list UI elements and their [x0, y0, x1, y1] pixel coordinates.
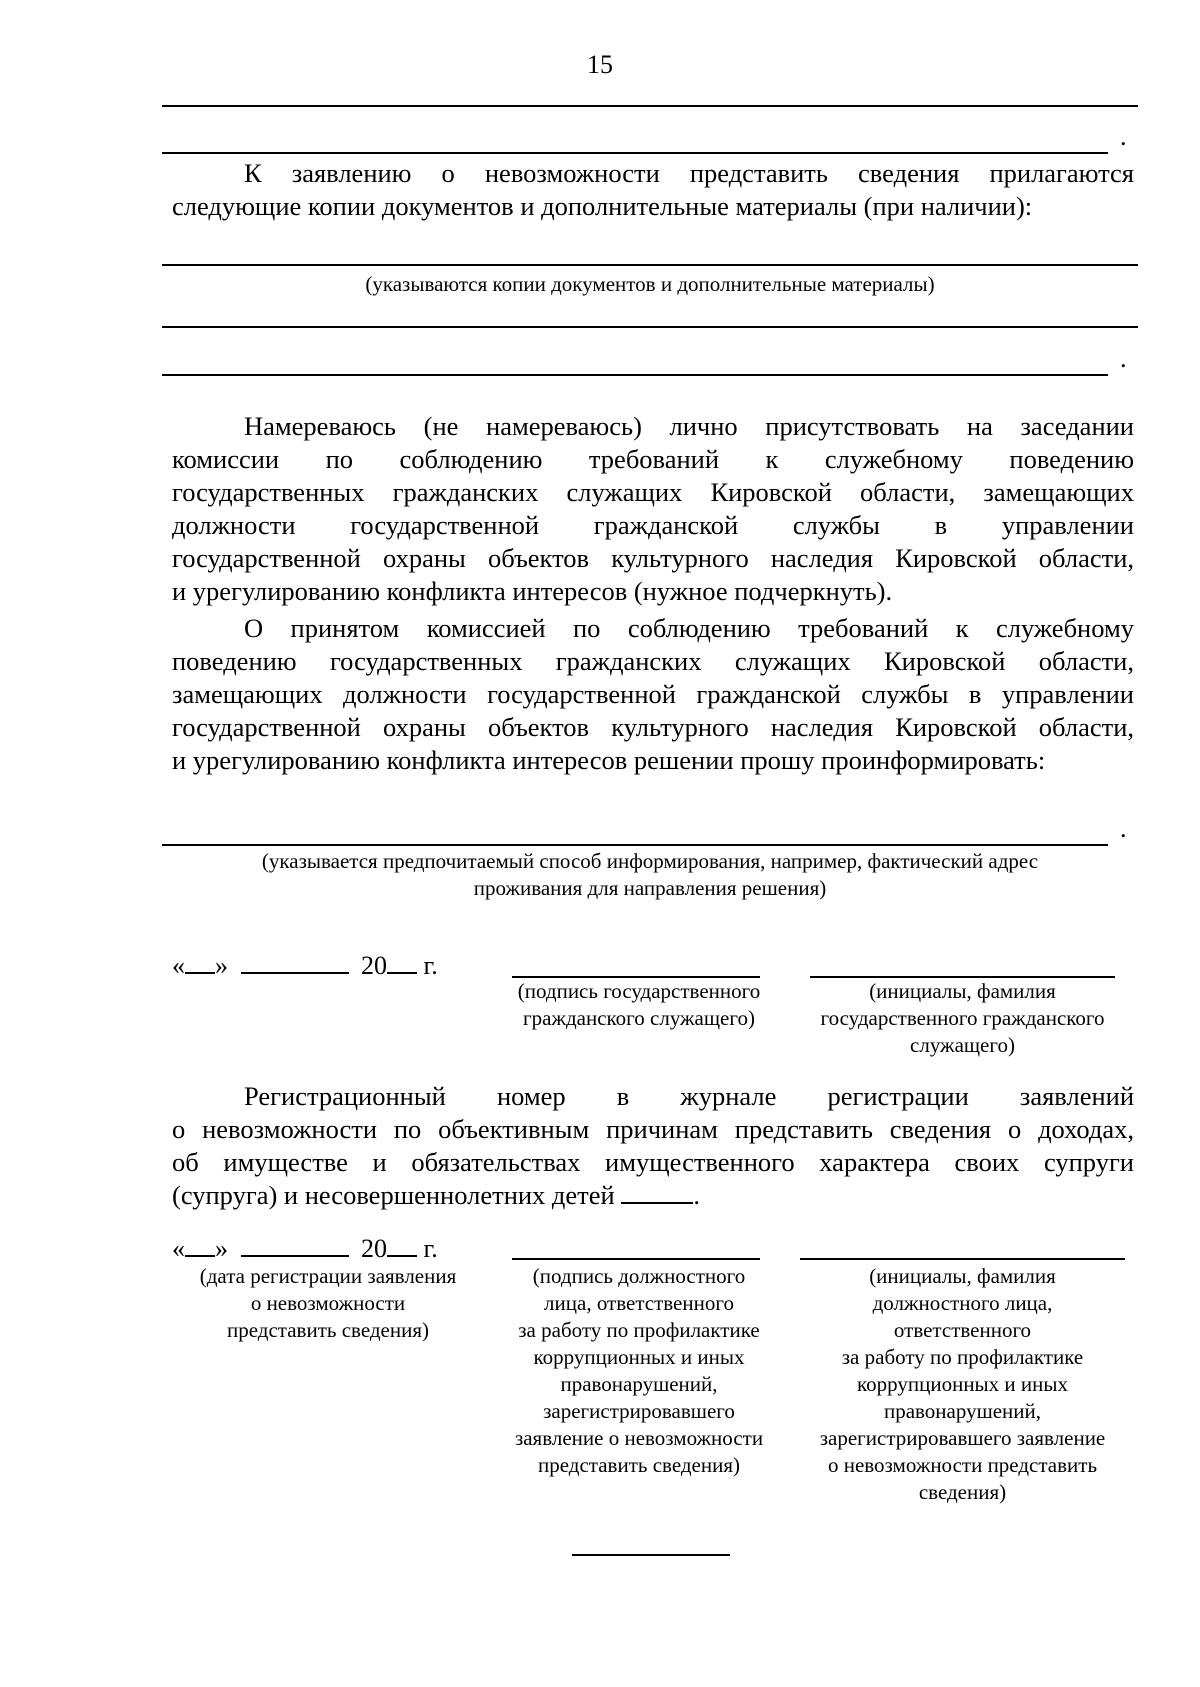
date-caption-2-line-1: (дата регистрации заявления	[199, 1264, 457, 1288]
intro-line-1: К заявлению о невозможности представить сведения прилагаются	[244, 158, 1134, 188]
open-quote-1: «	[172, 951, 185, 980]
official-signature-caption-line-7: заявление о невозможности	[514, 1426, 764, 1450]
registration-line-4-text: (супруга) и несовершеннолетних детей	[172, 1180, 615, 1210]
year-suffix-2: г.	[423, 1234, 438, 1263]
attachments-fill-line-3	[162, 374, 1108, 376]
inform-line-4: государственной охраны объектов культурного наследия Кировской области,	[172, 712, 1134, 742]
year-prefix-1: 20	[361, 951, 387, 980]
registration-line-3: об имуществе и обязательствах имущественного характера своих супруги	[172, 1147, 1134, 1177]
date-caption-2-line-3: представить сведения)	[227, 1318, 429, 1342]
date-line-1	[172, 950, 438, 981]
date-caption-2	[168, 1263, 488, 1344]
close-quote-2: »	[215, 1234, 228, 1263]
official-signature-caption-line-8: представить сведения)	[538, 1453, 740, 1477]
attachments-fill-line	[162, 264, 1138, 266]
inform-line-5: и урегулированию конфликта интересов решении прошу проинформировать:	[172, 745, 1046, 775]
intent-line-2: комиссии по соблюдению требований к служебному поведению	[172, 444, 1134, 474]
official-name-caption	[790, 1263, 1135, 1506]
day-blank-2	[185, 1233, 215, 1257]
official-name-caption-line-5: коррупционных и иных	[857, 1372, 1068, 1396]
registration-line-1: Регистрационный номер в журнале регистрации заявлений	[244, 1081, 1134, 1111]
registration-line-2: о невозможности по объективным причинам представить сведения о доходах,	[172, 1114, 1134, 1144]
official-name-caption-line-4: за работу по профилактике	[841, 1345, 1084, 1369]
line-end-dot-2: .	[1120, 344, 1127, 373]
inform-paragraph	[172, 612, 1134, 777]
official-name-caption-line-2: должностного лица,	[872, 1291, 1053, 1315]
date-line-2	[172, 1233, 438, 1264]
day-blank-1	[185, 950, 215, 974]
inform-line-1: О принятом комиссией по соблюдению требований к служебному	[244, 613, 1134, 643]
signature-caption-1	[484, 978, 794, 1032]
closing-rule	[572, 1554, 730, 1556]
official-name-caption-line-9: сведения)	[918, 1480, 1007, 1504]
name-caption-1	[790, 978, 1135, 1059]
inform-caption	[162, 848, 1138, 902]
line-end-dot-1: .	[1120, 122, 1127, 151]
name-caption-1-line-1: (инициалы, фамилия	[869, 979, 1056, 1003]
intro-paragraph	[172, 157, 1134, 223]
registration-number-blank	[621, 1180, 693, 1204]
intent-line-6: и урегулированию конфликта интересов (нужное подчеркнуть).	[172, 576, 893, 606]
official-name-caption-line-3: ответственного	[893, 1318, 1032, 1342]
inform-line-3: замещающих должности государственной гражданской службы в управлении	[172, 679, 1134, 709]
official-name-caption-line-1: (инициалы, фамилия	[869, 1264, 1056, 1288]
year-blank-1	[387, 950, 417, 974]
signature-caption-1-line-1: (подпись государственного	[517, 979, 761, 1003]
fill-line-top-2	[162, 152, 1108, 154]
official-signature-caption-line-1: (подпись должностного	[532, 1264, 746, 1288]
registration-line-4-end: .	[693, 1180, 700, 1210]
official-signature-caption-line-5: правонарушений,	[560, 1372, 718, 1396]
year-suffix-1: г.	[423, 951, 438, 980]
fill-line-top-1	[162, 105, 1138, 107]
date-caption-2-line-2: о невозможности	[250, 1291, 406, 1315]
official-signature-caption-line-2: лица, ответственного	[544, 1291, 734, 1315]
close-quote-1: »	[215, 951, 228, 980]
inform-fill-line	[162, 844, 1108, 846]
name-line-2	[800, 1258, 1125, 1260]
official-name-caption-line-8: о невозможности представить	[827, 1453, 1098, 1477]
registration-paragraph	[172, 1080, 1134, 1212]
intro-line-2: следующие копии документов и дополнительные материалы (при наличии):	[172, 191, 1033, 221]
registration-line-4	[172, 1179, 1134, 1212]
attachments-caption: (указываются копии документов и дополнительные материалы)	[365, 272, 935, 296]
intent-paragraph	[172, 410, 1134, 608]
official-name-caption-line-6: правонарушений,	[883, 1399, 1042, 1423]
official-signature-caption	[484, 1263, 794, 1479]
open-quote-2: «	[172, 1234, 185, 1263]
official-signature-caption-line-4: коррупционных и иных	[533, 1345, 745, 1369]
intent-line-5: государственной охраны объектов культурного наследия Кировской области,	[172, 543, 1134, 573]
name-caption-1-line-3: служащего)	[910, 1033, 1015, 1057]
official-name-caption-line-7: зарегистрировавшего заявление	[819, 1426, 1106, 1450]
inform-caption-line-2: проживания для направления решения)	[473, 876, 827, 900]
official-signature-caption-line-3: за работу по профилактике	[518, 1318, 760, 1342]
official-signature-caption-line-6: зарегистрировавшего	[543, 1399, 735, 1423]
month-blank-1	[241, 950, 349, 974]
year-prefix-2: 20	[361, 1234, 387, 1263]
inform-caption-line-1: (указывается предпочитаемый способ информирования, например, фактический адрес	[261, 849, 1039, 873]
line-end-dot-3: .	[1120, 814, 1127, 843]
year-blank-2	[387, 1233, 417, 1257]
intent-line-3: государственных гражданских служащих Кировской области, замещающих	[172, 477, 1134, 507]
signature-caption-1-line-2: гражданского служащего)	[523, 1006, 755, 1030]
inform-line-2: поведению государственных гражданских служащих Кировской области,	[172, 646, 1134, 676]
attachments-fill-line-2	[162, 326, 1138, 328]
page-number: 15	[587, 50, 613, 79]
intent-line-4: должности государственной гражданской службы в управлении	[172, 510, 1134, 540]
intent-line-1: Намереваюсь (не намереваюсь) лично присутствовать на заседании	[244, 411, 1134, 441]
signature-line-2	[512, 1258, 760, 1260]
month-blank-2	[241, 1233, 349, 1257]
name-caption-1-line-2: государственного гражданского	[820, 1006, 1105, 1030]
